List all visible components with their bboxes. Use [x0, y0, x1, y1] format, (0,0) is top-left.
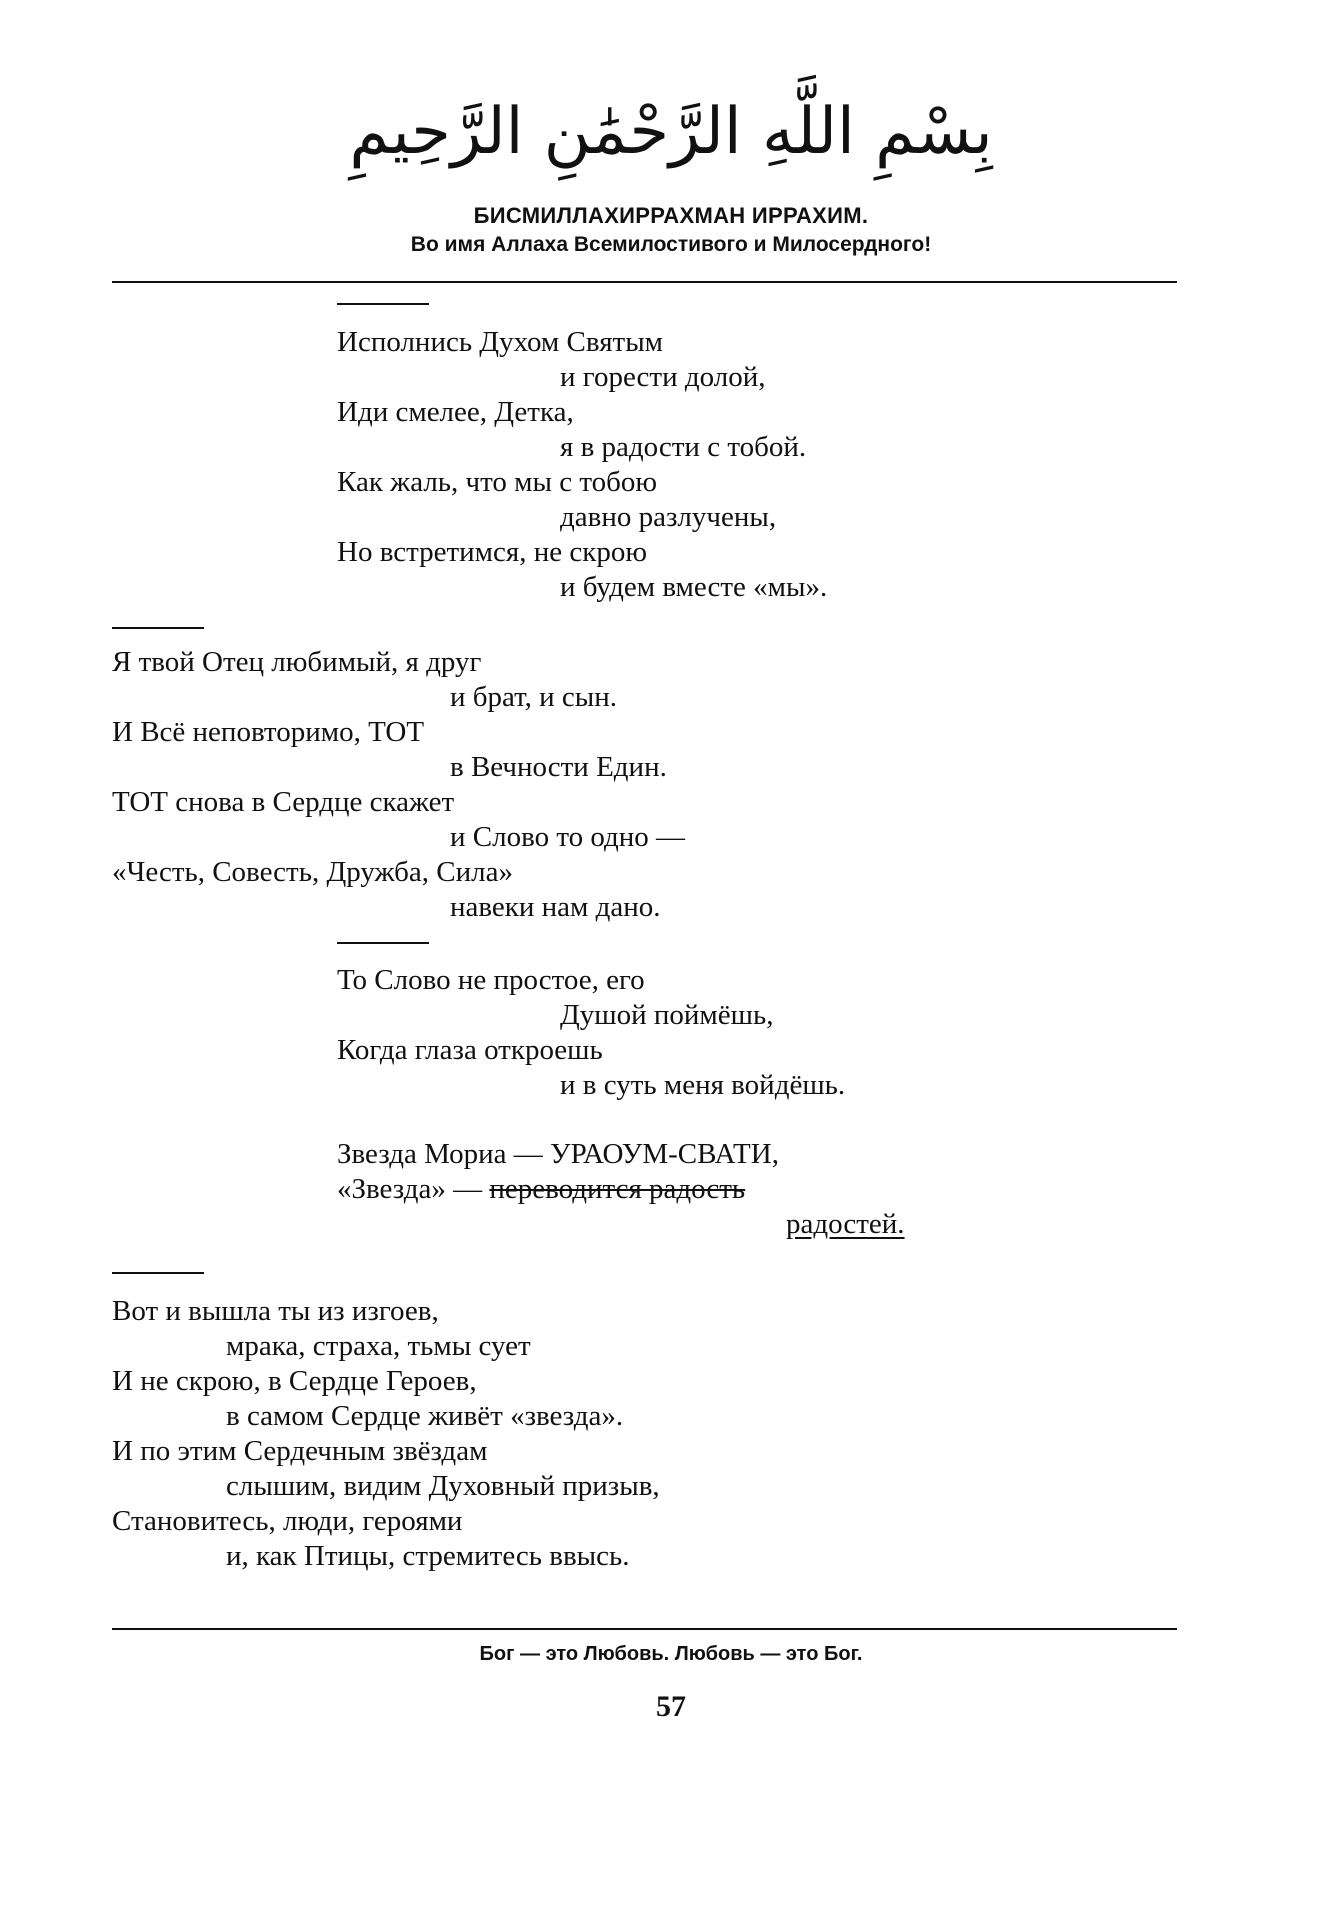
poem-line: Когда глаза откроешь	[337, 1034, 603, 1066]
header-title: БИСМИЛЛАХИРРАХМАН ИРРАХИМ.	[473, 203, 869, 228]
poem-line: слышим, видим Духовный призыв,	[226, 1470, 660, 1502]
poem-line: «Честь, Совесть, Дружба, Сила»	[112, 856, 513, 888]
poem-line: и в суть меня войдёшь.	[560, 1069, 846, 1101]
poem-line: ТОТ снова в Сердце скажет	[112, 786, 455, 818]
poem-line: и будем вместе «мы».	[560, 571, 828, 603]
poem-line: И Всё неповторимо, ТОТ	[112, 716, 425, 748]
poem-line: Вот и вышла ты из изгоев,	[112, 1295, 439, 1327]
poem-line: Душой поймёшь,	[560, 999, 774, 1031]
footer-motto: Бог — это Любовь. Любовь — это Бог.	[479, 1643, 863, 1665]
poem-line: Но встретимся, не скрою	[337, 536, 648, 568]
page-number: 57	[656, 1690, 686, 1723]
poem-line: И по этим Сердечным звёздам	[112, 1435, 488, 1467]
poem-line: Я твой Отец любимый, я друг	[112, 646, 482, 678]
poem-line: Звезда Мориа — УРАОУМ-СВАТИ,	[337, 1138, 779, 1170]
stanza-separator	[337, 942, 429, 944]
poem-line: и брат, и сын.	[450, 681, 618, 713]
footer-rule	[112, 1628, 1177, 1630]
header-subtitle: Во имя Аллаха Всемилостивого и Милосердного!	[410, 233, 932, 256]
poem-line: и горести долой,	[560, 361, 766, 393]
poem-line: мрака, страха, тьмы сует	[226, 1330, 531, 1362]
poem-line: Как жаль, что мы с тобою	[337, 466, 658, 498]
stanza-separator	[337, 303, 429, 305]
poem-line-prefix: «Звезда» —	[337, 1173, 490, 1205]
poem-line: радостей.	[786, 1208, 905, 1240]
poem-line: в Вечности Един.	[450, 751, 667, 783]
poem-line: И не скрою, в Сердце Героев,	[112, 1365, 477, 1397]
poem-line	[337, 1171, 745, 1207]
header-rule	[112, 281, 1177, 283]
poem-line: и Слово то одно —	[450, 821, 686, 853]
struck-text: переводится радость	[489, 1173, 746, 1205]
poem-line: я в радости с тобой.	[560, 431, 807, 463]
stanza-separator	[112, 627, 204, 629]
poem-line: в самом Сердце живёт «звезда».	[226, 1400, 624, 1432]
poem-line: То Слово не простое, его	[337, 964, 645, 996]
poem-line: давно разлучены,	[560, 501, 777, 533]
stanza-separator	[112, 1272, 204, 1274]
poem-line: Иди смелее, Детка,	[337, 396, 574, 428]
poem-line: Исполнись Духом Святым	[337, 326, 664, 358]
bismillah-calligraphy: بِسْمِ اللَّهِ الرَّحْمَٰنِ الرَّحِيمِ	[349, 95, 993, 169]
poem-line: Становитесь, люди, героями	[112, 1505, 463, 1537]
poem-line: навеки нам дано.	[450, 891, 661, 923]
poem-line: и, как Птицы, стремитесь ввысь.	[226, 1540, 630, 1572]
